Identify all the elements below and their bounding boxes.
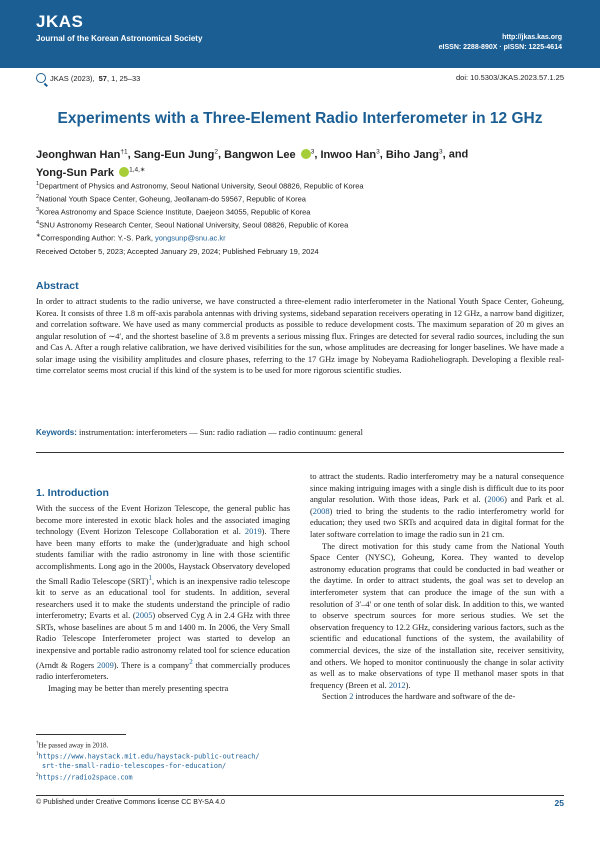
abstract-text: In order to attract students to the radio universe, we have constructed a three-element radio interferometer in the National Youth Space Center, Goheung, Korea. It consists of three 1.8 m off-axis parabola antennas with driving systems, sideband separation receivers operating in 12 GHz, a narrow band digitizer, and correlation software. We have used as many commercial products as possible to reduce development costs. The maximum separation of 20 m gives an angular resolution of ∼4′, and the shortest baseline of 3.8 m prevents a serious missing flux. Fringes are detected for several radio sources, including the sun and Cas A. After a rough relative calibration, we have derived visibilities for the sun, whose amplitudes are decreasing for longer baselines. We have made a solar image using the visibility amplitudes and closure phases, referring to the 17 GHz image by Nobeyama Radioheliograph. Developing a flexible real-time correlator seems most crucial if this kind of the system is to be used for more rigorous scientific studies. [36,297,564,375]
affiliation: $^4$SNU Astronomy Research Center, Seoul National University, Seoul 08826, Republic of Korea [36,220,349,230]
footer-rule [36,795,564,796]
footnote: †He passed away in 2018. [36,741,109,750]
footnote: $^1$https://www.haystack.mit.edu/haystack-public-outreach/ [36,752,260,761]
affiliation: $^2$National Youth Space Center, Goheung, Jeollanam-do 59567, Republic of Korea [36,194,306,204]
footnote-url[interactable]: https://www.haystack.mit.edu/haystack-public-outreach/ [38,752,260,761]
citation-link[interactable]: 2012 [388,680,406,690]
author-list: Jeonghwan Han$^{\dagger 1}$, Sang-Eun Jung$^2$, Bangwon Lee $^3$, Inwoo Han$^3$, Biho Jang$^3$, and Yong-Sun Park $^{1,4,∗}$ [36,148,469,180]
left-column [36,503,290,694]
author: Biho Jang$^3$ [385,148,443,161]
author: Inwoo Han$^3$ [320,148,380,161]
paper-title: Experiments with a Three-Element Radio Interferometer in 12 GHz [57,110,543,127]
footnote-url[interactable]: srt-the-small-radio-telescopes-for-education/ [42,761,227,770]
citation-link[interactable]: 2019 [244,527,262,537]
paragraph: to attract the students. Radio interferometry may be a natural consequence since making intriguing images with a single dish is difficult due to its poor angular resolution. With those ideas, Park et al. (2006) and Park et al. (2008) tried to bring the students to the radio interferometry world for education; they used two SRTs and acquired data in digital format for the later software correlation to image the radio sun in 21 cm. [310,472,564,539]
corresponding-author: ∗Corresponding Author: Y.-S. Park, yongsunp@snu.ac.kr [36,233,226,243]
affiliation: $^1$Department of Physics and Astronomy, Seoul National University, Seoul 08826, Republic of Korea [36,181,364,191]
paragraph: Imaging may be better than merely presenting spectra [48,683,229,693]
orcid-icon[interactable] [301,149,311,159]
abstract-heading: Abstract [36,280,79,292]
citation-link[interactable]: 2006 [487,495,505,505]
check-for-updates-icon[interactable] [36,73,46,83]
citation-journal: JKAS (2023), [50,73,95,83]
affiliations [36,179,564,244]
citation-link[interactable]: 2008 [312,506,330,516]
footnote [36,762,290,771]
journal-brand: JKAS [36,12,84,31]
citation [36,73,140,83]
orcid-icon[interactable] [119,167,129,177]
divider [36,452,564,453]
author: Bangwon Lee $^3$ [224,148,315,161]
author: Yong-Sun Park $^{1,4,∗}$ [36,166,146,180]
publication-dates: Received October 5, 2023; Accepted January 29, 2024; Published February 19, 2024 [36,247,319,256]
doi[interactable]: doi: 10.5303/JKAS.2023.57.1.25 [455,73,564,82]
author: Jeonghwan Han$^{\dagger 1}$ [36,148,128,161]
footnote-url[interactable]: https://radio2space.com [38,772,133,781]
citation-link[interactable]: 2009 [97,660,114,670]
citation-link[interactable]: 2005 [135,611,153,621]
citation-pages: , 1, 25–33 [106,73,141,83]
journal-fullname: Journal of the Korean Astronomical Society [36,34,203,43]
journal-issn: eISSN: 2288-890X · pISSN: 1225-4614 [438,44,562,51]
footnote-rule [36,734,126,735]
paragraph: The direct motivation for this study came from the National Youth Space Center (NYSC), Goheung, Korea. They wanted to develop astronomy education programs that could be conducted in bad weather or the daytime. In order to attract students, the goal was set to develop an interferometer system that can produce the image of the sun with a resolution of 3′–4′ or one tenth of solar disk. In addition to this, we wanted to observe spectrum sources for more serious studies. We set the observation frequency to 12.2 GHz, considering various factors, such as the scientific and educational functions of the system, the availability of commercial devices, the size of the installation site, receiver sensitivity, and others. We hoped to monitor continuously the change in solar activity as well as to make observations of type II methanol maser spots in that frequency (Breen et al. 2012). [310,541,564,690]
footnote-link[interactable]: 1 [148,573,152,582]
keywords [36,428,564,437]
citation-row [36,73,564,85]
keywords-text: instrumentation: interferometers — Sun: radio radiation — radio continuum: general [79,428,363,437]
journal-url[interactable]: http://jkas.kas.org [502,34,562,41]
keywords-label: Keywords: [36,428,77,437]
affiliation: $^3$Korea Astronomy and Space Science Institute, Daejeon 34055, Republic of Korea [36,207,311,217]
corresponding-email[interactable]: yongsunp@snu.ac.kr [155,233,226,243]
section-link[interactable]: 2 [349,692,354,702]
author: Sang-Eun Jung$^2$ [133,148,218,161]
journal-contact [439,33,562,53]
paragraph: With the success of the Event Horizon Telescope, the general public has become more interested in exotic black holes and the associated imaging technology (Event Horizon Telescope Collaboration et al. 2019). There have been many efforts to make the (under)graduate and high school students familiar with the radio astronomy in line with those scientific accomplishments. Long ago in the 2000s, Haystack Observatory developed the Small Radio Telescope (SRT)$^1$, which is an inexpensive radio telescope kit to serve as an educational tool for students. In addition, several researchers used it to make the students understand the principle of radio interferometry; Evarts et al. (2005) observed Cyg A in 2.4 GHz with three SRTs, whose baselines are about 5 m and 1400 m. In 2006, the Very Small Radio Telescope Interferometer project was started to develop an inexpensive and portable radio astronomy related tool for science education (Arndt & Rogers 2009). There is a company$^2$ that commercially produces radio interferometers. [36,504,291,681]
footnote: $^2$https://radio2space.com [36,772,133,781]
section-heading: 1. Introduction [36,487,109,499]
journal-header-band [0,0,600,68]
paragraph: Section 2 introduces the hardware and software of the de- [322,692,516,702]
right-column [310,471,564,703]
footnote-link[interactable]: 2 [189,657,193,666]
license-text: © Published under Creative Commons license CC BY-SA 4.0 [36,799,225,806]
page-number: 25 [554,798,564,808]
footnotes [36,739,290,782]
citation-volume: 57 [98,73,107,83]
